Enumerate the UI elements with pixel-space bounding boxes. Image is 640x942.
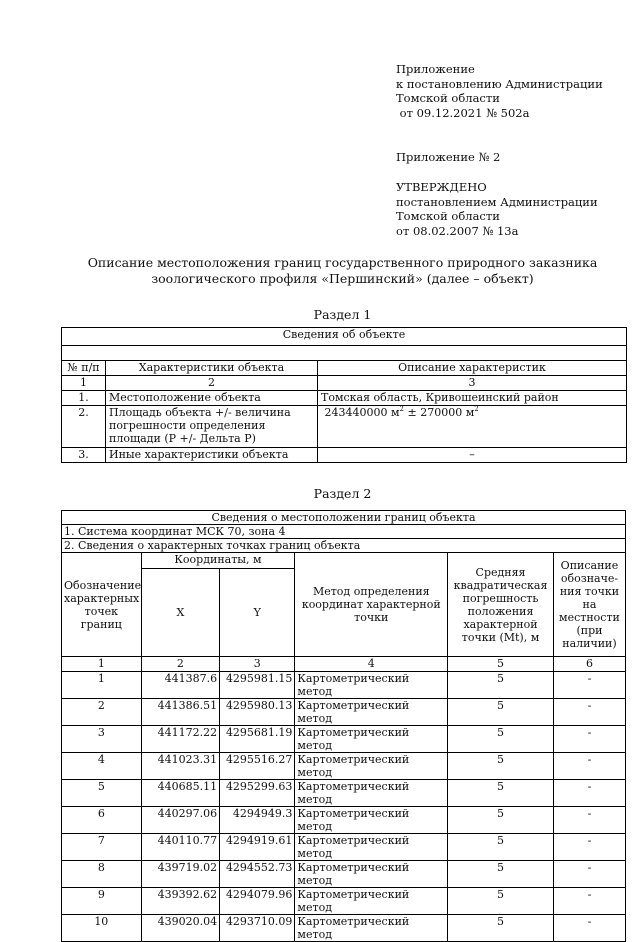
document-title xyxy=(60,255,625,287)
spacer-row xyxy=(62,346,627,361)
point-number: 4 xyxy=(62,753,142,780)
table-row xyxy=(62,406,627,448)
point-number: 1 xyxy=(62,672,142,699)
mean-error: 5 xyxy=(448,834,554,861)
object-info-table xyxy=(61,327,627,463)
point-number: 5 xyxy=(62,780,142,807)
x-coordinate: 441386.51 xyxy=(141,699,220,726)
table-row xyxy=(62,726,626,753)
point-number: 8 xyxy=(62,861,142,888)
approved-by-line: постановлением Администрации xyxy=(396,194,598,209)
y-coordinate: 4294552.73 xyxy=(220,861,295,888)
x-coordinate: 439392.62 xyxy=(141,888,220,915)
point-number: 9 xyxy=(62,888,142,915)
mean-error: 5 xyxy=(448,807,554,834)
y-coordinate: 4294079.96 xyxy=(220,888,295,915)
header-method: Метод определения координат характерной точки xyxy=(295,553,448,657)
x-coordinate: 439719.02 xyxy=(141,861,220,888)
x-coordinate: 440110.77 xyxy=(141,834,220,861)
table-row xyxy=(62,699,626,726)
point-number: 7 xyxy=(62,834,142,861)
table-title: Сведения о местоположении границ объекта xyxy=(62,511,626,525)
approved-heading: УТВЕРЖДЕНО xyxy=(396,180,487,194)
mean-error: 5 xyxy=(448,753,554,780)
header-cell: № п/п xyxy=(62,361,106,376)
method: Картометрический метод xyxy=(295,780,448,807)
header-point: Обозначение характерных точек границ xyxy=(62,553,142,657)
table-row xyxy=(62,834,626,861)
annex-line: к постановлению Администрации xyxy=(396,76,603,91)
point-description: - xyxy=(553,888,625,915)
method: Картометрический метод xyxy=(295,726,448,753)
point-number: 6 xyxy=(62,807,142,834)
method: Картометрический метод xyxy=(295,807,448,834)
section2-title: Раздел 2 xyxy=(313,486,372,501)
column-number: 1 xyxy=(62,376,106,391)
y-coordinate: 4294949.3 xyxy=(220,807,295,834)
method: Картометрический метод xyxy=(295,861,448,888)
description: Томская область, Кривошеинский район xyxy=(318,391,627,406)
points-body xyxy=(62,672,626,942)
points-info: 2. Сведения о характерных точках границ объекта xyxy=(62,539,626,553)
y-coordinate: 4295981.15 xyxy=(220,672,295,699)
row-number: 1. xyxy=(62,391,106,406)
approval-block xyxy=(396,180,598,238)
y-coordinate: 4294919.61 xyxy=(220,834,295,861)
table-row xyxy=(62,780,626,807)
y-coordinate: 4295980.13 xyxy=(220,699,295,726)
point-description: - xyxy=(553,672,625,699)
x-coordinate: 441172.22 xyxy=(141,726,220,753)
method: Картометрический метод xyxy=(295,915,448,942)
header-description: Описание обозначе-ния точки на местности (при наличии) xyxy=(553,553,625,657)
header-x: X xyxy=(141,569,220,657)
coordinate-system: 1. Система координат МСК 70, зона 4 xyxy=(62,525,626,539)
point-number: 2 xyxy=(62,699,142,726)
mean-error: 5 xyxy=(448,672,554,699)
method: Картометрический метод xyxy=(295,699,448,726)
section1-title: Раздел 1 xyxy=(313,307,372,322)
characteristic: Площадь объекта +/- величина погрешности определения площади (P +/- Дельта P) xyxy=(106,406,318,448)
table-row xyxy=(62,391,627,406)
characteristic: Местоположение объекта xyxy=(106,391,318,406)
y-coordinate: 4293710.09 xyxy=(220,915,295,942)
annex-line: от 09.12.2021 № 502а xyxy=(396,105,530,120)
header-cell: Характеристики объекта xyxy=(106,361,318,376)
annex-block xyxy=(396,62,603,120)
table-row xyxy=(62,861,626,888)
method: Картометрический метод xyxy=(295,834,448,861)
row-number: 3. xyxy=(62,448,106,463)
description: – xyxy=(318,448,627,463)
header-y: Y xyxy=(220,569,295,657)
column-number: 6 xyxy=(553,657,625,672)
table-row xyxy=(62,807,626,834)
column-number: 2 xyxy=(141,657,220,672)
row-number: 2. xyxy=(62,406,106,448)
point-number: 10 xyxy=(62,915,142,942)
column-number: 4 xyxy=(295,657,448,672)
method: Картометрический метод xyxy=(295,753,448,780)
annex-line: Приложение xyxy=(396,62,475,76)
annex-line: Томской области xyxy=(396,91,500,105)
column-number: 2 xyxy=(106,376,318,391)
point-description: - xyxy=(553,861,625,888)
point-description: - xyxy=(553,753,625,780)
table-row xyxy=(62,888,626,915)
x-coordinate: 440297.06 xyxy=(141,807,220,834)
column-number: 5 xyxy=(448,657,554,672)
point-description: - xyxy=(553,726,625,753)
column-number: 1 xyxy=(62,657,142,672)
x-coordinate: 440685.11 xyxy=(141,780,220,807)
table-row xyxy=(62,753,626,780)
x-coordinate: 441387.6 xyxy=(141,672,220,699)
point-description: - xyxy=(553,780,625,807)
point-description: - xyxy=(553,807,625,834)
boundary-points-table xyxy=(61,510,626,942)
mean-error: 5 xyxy=(448,915,554,942)
x-coordinate: 441023.31 xyxy=(141,753,220,780)
description xyxy=(318,406,627,448)
table-row xyxy=(62,915,626,942)
point-number: 3 xyxy=(62,726,142,753)
header-coordinates: Координаты, м xyxy=(141,553,295,569)
header-cell: Описание характеристик xyxy=(318,361,627,376)
y-coordinate: 4295681.19 xyxy=(220,726,295,753)
mean-error: 5 xyxy=(448,888,554,915)
column-number: 3 xyxy=(220,657,295,672)
x-coordinate: 439020.04 xyxy=(141,915,220,942)
approved-date: от 08.02.2007 № 13а xyxy=(396,223,519,238)
table-row xyxy=(62,448,627,463)
title-line: зоологического профиля «Першинский» (далее – объект) xyxy=(151,271,534,286)
point-description: - xyxy=(553,915,625,942)
area-value: 243440000 $м^2 \pm 270000$ $м^2$ xyxy=(321,405,479,419)
column-number: 3 xyxy=(318,376,627,391)
y-coordinate: 4295299.63 xyxy=(220,780,295,807)
table-row xyxy=(62,672,626,699)
mean-error: 5 xyxy=(448,699,554,726)
mean-error: 5 xyxy=(448,780,554,807)
mean-error: 5 xyxy=(448,726,554,753)
table-title: Сведения об объекте xyxy=(62,328,627,346)
characteristic: Иные характеристики объекта xyxy=(106,448,318,463)
title-line: Описание местоположения границ государственного природного заказника xyxy=(87,255,598,270)
method: Картометрический метод xyxy=(295,888,448,915)
method: Картометрический метод xyxy=(295,672,448,699)
header-error: Средняя квадратическая погрешность положения характерной точки (Mt), м xyxy=(448,553,554,657)
mean-error: 5 xyxy=(448,861,554,888)
approved-by-line: Томской области xyxy=(396,209,500,223)
point-description: - xyxy=(553,699,625,726)
appendix-label: Приложение № 2 xyxy=(396,150,501,164)
point-description: - xyxy=(553,834,625,861)
y-coordinate: 4295516.27 xyxy=(220,753,295,780)
